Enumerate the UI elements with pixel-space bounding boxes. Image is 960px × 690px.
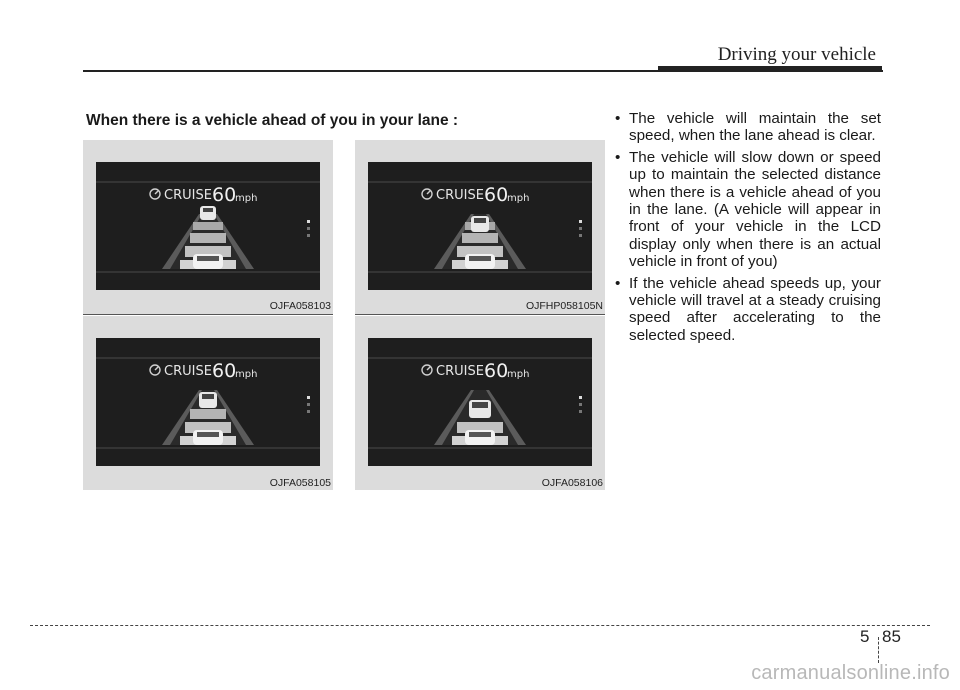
caption-rule (83, 314, 333, 315)
header-title: Driving your vehicle (717, 44, 876, 65)
cruise-label: CRUISE (164, 364, 212, 379)
car-ahead-icon (199, 392, 217, 408)
set-speed: 60 (484, 184, 509, 206)
bullet-list (613, 110, 881, 348)
figure-panel-1 (83, 140, 333, 315)
own-car-icon (193, 254, 223, 269)
cruise-display-graphic (368, 162, 592, 290)
cluster-display (96, 338, 320, 466)
bullet-item: • The vehicle will maintain the set speed, when the lane ahead is clear. (613, 110, 881, 145)
cluster-display (96, 162, 320, 290)
set-speed: 60 (484, 360, 509, 382)
distance-indicator (307, 396, 310, 413)
car-ahead-icon (200, 206, 216, 220)
cluster-display (368, 338, 592, 466)
speed-unit: mph (235, 193, 258, 204)
cluster-display (368, 162, 592, 290)
figure-code: OJFA058106 (541, 477, 603, 489)
speed-unit: mph (507, 369, 530, 380)
distance-indicator (579, 220, 582, 237)
figure-panel-4 (355, 316, 605, 490)
header-rule-accent (658, 66, 882, 72)
figure-code: OJFHP058105N (525, 300, 603, 312)
page-number: 85 (882, 627, 901, 646)
figure-panel-3 (83, 316, 333, 490)
cruise-label: CRUISE (436, 364, 484, 379)
set-speed: 60 (212, 360, 237, 382)
footer-rule (30, 625, 930, 626)
footer-divider (878, 637, 879, 663)
cruise-display-graphic (96, 338, 320, 466)
bullet-item: • The vehicle will slow down or speed up to maintain the selected distance when there is a vehicle ahead of you in the lane. (A vehicle will appear in front of your vehicle in the LCD display only when there is an actual vehicle in front of you) (613, 149, 881, 271)
car-ahead-icon (471, 216, 489, 232)
figure-panel-2 (355, 140, 605, 315)
bullet-item: • If the vehicle ahead speeds up, your vehicle will travel at a steady cruising speed after accelerating to the selected speed. (613, 275, 881, 345)
own-car-icon (193, 430, 223, 445)
distance-indicator (307, 220, 310, 237)
own-car-icon (465, 430, 495, 445)
figure-code: OJFA058103 (269, 300, 331, 312)
section-heading: When there is a vehicle ahead of you in your lane : (86, 112, 459, 129)
figure-code: OJFA058105 (269, 477, 331, 489)
cruise-display-graphic (96, 162, 320, 290)
car-ahead-icon (469, 400, 491, 418)
cruise-display-graphic (368, 338, 592, 466)
speed-unit: mph (235, 369, 258, 380)
distance-indicator (579, 396, 582, 413)
set-speed: 60 (212, 184, 237, 206)
cruise-label: CRUISE (164, 188, 212, 203)
speed-unit: mph (507, 193, 530, 204)
watermark: carmanualsonline.info (751, 662, 950, 684)
own-car-icon (465, 254, 495, 269)
cruise-label: CRUISE (436, 188, 484, 203)
chapter-number: 5 (860, 627, 870, 646)
caption-rule (355, 314, 605, 315)
